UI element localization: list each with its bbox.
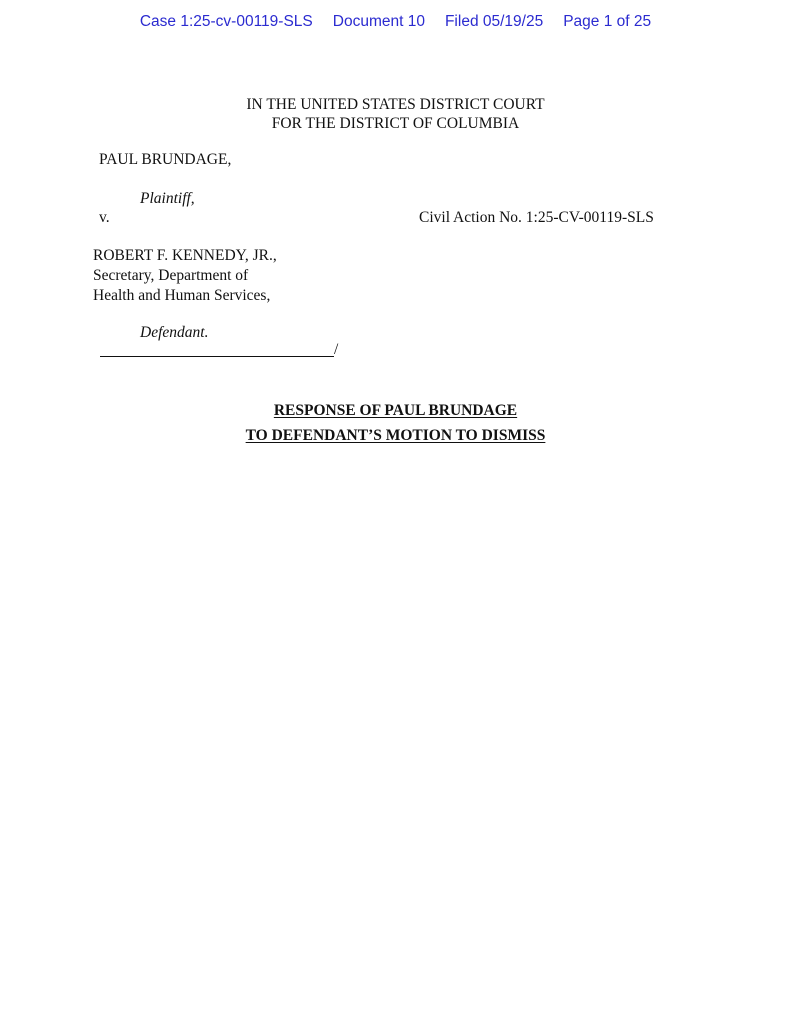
document-number: Document 10 — [332, 13, 425, 30]
defendant-title-line2: Health and Human Services, — [93, 287, 271, 304]
defendant-title-line1: Secretary, Department of — [93, 267, 249, 284]
document-title-line2: TO DEFENDANT’S MOTION TO DISMISS — [245, 427, 546, 444]
caption-closing-slash: / — [334, 341, 339, 358]
court-heading — [0, 95, 791, 133]
court-heading-line1: IN THE UNITED STATES DISTRICT COURT — [246, 96, 545, 113]
caption-closing-line — [100, 342, 334, 357]
filed-date: Filed 05/19/25 — [444, 13, 544, 30]
defendant-role: Defendant. — [140, 324, 209, 341]
plaintiff-role: Plaintiff, — [140, 190, 195, 207]
document-title-line1: RESPONSE OF PAUL BRUNDAGE — [273, 402, 518, 419]
ecf-header-stamp — [0, 13, 791, 31]
plaintiff-name: PAUL BRUNDAGE, — [99, 151, 232, 168]
page-indicator: Page 1 of 25 — [563, 13, 652, 30]
case-number: Case 1:25-cv-00119-SLS — [139, 13, 313, 30]
defendant-name: ROBERT F. KENNEDY, JR., — [93, 247, 277, 264]
civil-action-number: Civil Action No. 1:25-CV-00119-SLS — [419, 209, 654, 226]
versus-label: v. — [99, 209, 110, 226]
document-title — [0, 398, 791, 448]
court-heading-line2: FOR THE DISTRICT OF COLUMBIA — [271, 115, 520, 132]
